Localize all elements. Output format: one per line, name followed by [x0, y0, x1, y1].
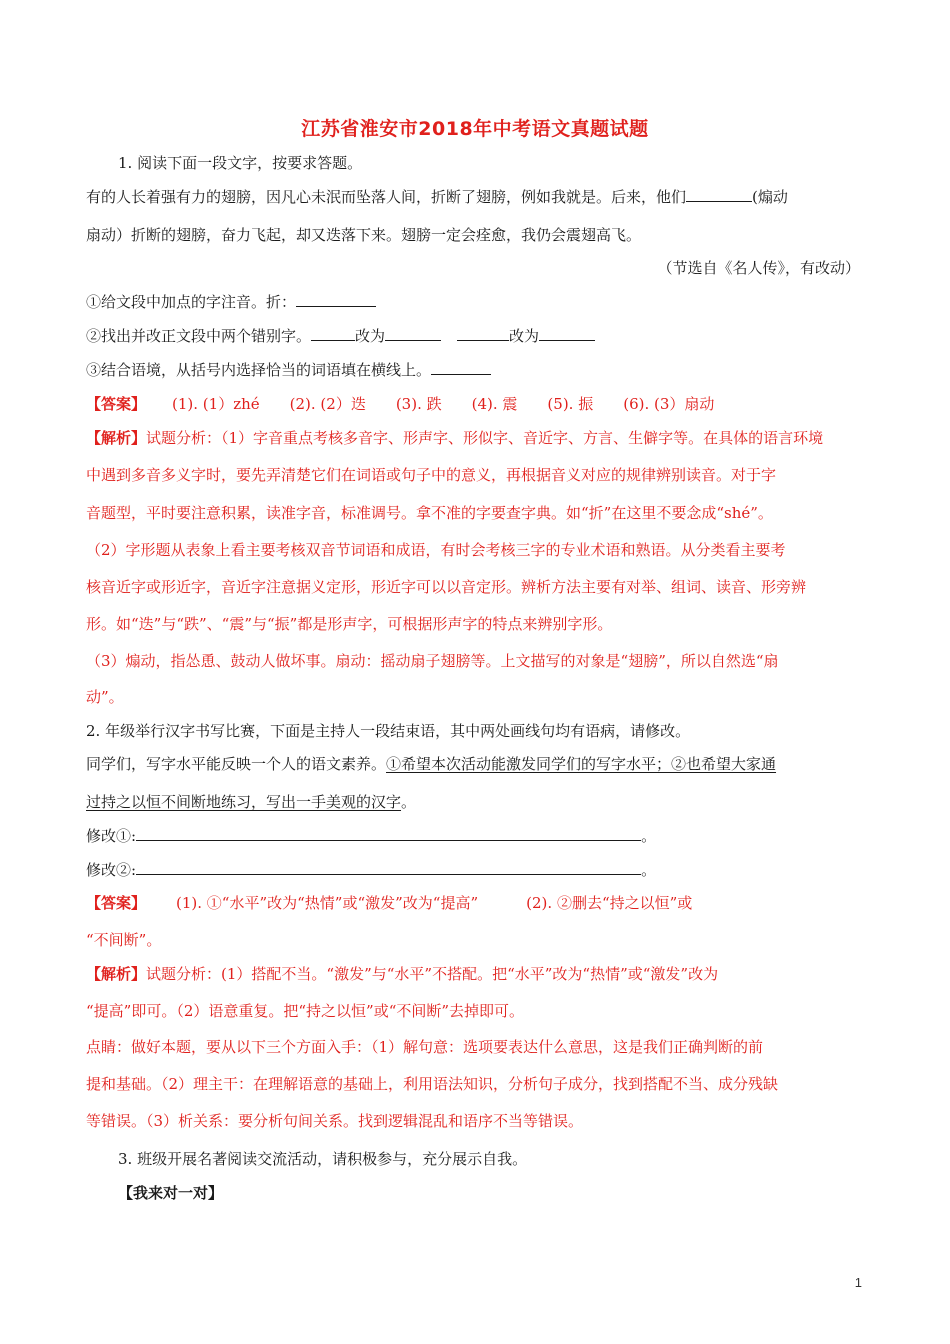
question-2-tips-line-1: 点睛：做好本题，要从以下三个方面入手：（1）解句意：选项要表达什么意思，这是我们正确判断的前 [86, 1038, 764, 1056]
question-1-task-1 [86, 292, 866, 312]
question-2-fix-2 [86, 860, 866, 880]
task-text: 改为 [355, 327, 386, 345]
answer-item: (6). (3）扇动 [623, 395, 715, 413]
underlined-sentence: ①希望本次活动能激发同学们的写字水平；②也希望大家通 [386, 755, 777, 773]
answer-blank [539, 326, 595, 341]
end-mark: 。 [641, 827, 657, 845]
task-text: ②找出并改正文段中两个错别字。 [86, 327, 312, 345]
answer-blank [136, 860, 641, 875]
section-heading: 【我来对一对】 [118, 1184, 224, 1202]
question-2-analysis-line-1 [86, 964, 866, 984]
question-1-analysis-line-1 [86, 428, 866, 448]
question-1-task-3 [86, 360, 866, 380]
passage-source: （节选自《名人传》，有改动） [657, 259, 860, 277]
question-2-answer-continued: “不间断”。 [86, 931, 162, 949]
answer-item: (3). 跌 [395, 395, 442, 413]
question-2-passage-line-2 [86, 792, 866, 812]
question-1-analysis-line-4: （2）字形题从表象上看主要考核双音节词语和成语，有时会考核三字的专业术语和熟语。从分类看主要考 [86, 541, 786, 559]
answer-label: 【答案】 [86, 395, 147, 413]
question-2-tips-line-2: 提和基础。（2）理主干：在理解语意的基础上，利用语法知识，分析句子成分，找到搭配不当、成分残缺 [86, 1075, 779, 1093]
question-1-analysis-line-8: 动”。 [86, 688, 124, 706]
question-1-answer [86, 394, 866, 414]
answer-item: (5). 振 [547, 395, 594, 413]
question-2-prompt: 2. 年级举行汉字书写比赛，下面是主持人一段结束语，其中两处画线句均有语病，请修改。 [86, 722, 691, 740]
answer-blank [296, 292, 376, 307]
question-1-analysis-line-5: 核音近字或形近字，音近字注意据义定形，形近字可以以音定形。辨析方法主要有对举、组词、读音、形旁辨 [86, 578, 807, 596]
answer-item: (1). ①“水平”改为“热情”或“激发”改为“提高” [176, 894, 479, 912]
answer-item: (4). 震 [471, 395, 518, 413]
analysis-label: 【解析】 [86, 429, 147, 447]
question-1-analysis-line-6: 形。如“迭”与“跌”、“震”与“振”都是形声字，可根据形声字的特点来辨别字形。 [86, 615, 613, 633]
analysis-text: 试题分析：(1）搭配不当。“激发”与“水平”不搭配。把“水平”改为“热情”或“激发”改为 [146, 965, 719, 983]
question-1-task-2 [86, 326, 866, 346]
answer-blank [136, 826, 641, 841]
passage-text: 。 [401, 793, 417, 811]
answer-item: (2). (2）迭 [289, 395, 366, 413]
question-2-tips-line-3: 等错误。（3）析关系：要分析句间关系。找到逻辑混乱和语序不当等错误。 [86, 1112, 584, 1130]
fix-label: 修改②: [86, 861, 137, 879]
passage-text: 有的人长着强有力的翅膀，因凡心未泯而坠落人间，折断了翅膀，例如我就是。后来，他们 [86, 188, 687, 206]
task-text: ③结合语境，从括号内选择恰当的词语填在横线上。 [86, 361, 432, 379]
passage-text: 同学们，写字水平能反映一个人的语文素养。 [86, 755, 387, 773]
page-number: 1 [854, 1275, 862, 1290]
answer-blank [686, 187, 752, 202]
task-text: 改为 [509, 327, 540, 345]
question-2-analysis-line-2: “提高”即可。（2）语意重复。把“持之以恒”或“不间断”去掉即可。 [86, 1002, 525, 1020]
answer-label: 【答案】 [86, 894, 147, 912]
question-1-analysis-line-3: 音题型，平时要注意积累，读准字音，标准调号。拿不准的字要查字典。如“折”在这里不要念成“shé”。 [86, 504, 773, 522]
answer-item: (2). ②删去“持之以恒”或 [526, 894, 693, 912]
answer-blank [385, 326, 441, 341]
end-mark: 。 [641, 861, 657, 879]
question-2-fix-1 [86, 826, 866, 846]
question-1-analysis-line-7: （3）煽动，指怂恿、鼓动人做坏事。扇动：摇动扇子翅膀等。上文描写的对象是“翅膀”，所以自然选“扇 [86, 652, 779, 670]
page-title: 江苏省淮安市2018年中考语文真题试题 [301, 118, 649, 140]
question-1-analysis-line-2: 中遇到多音多义字时，要先弄清楚它们在词语或句子中的意义，再根据音义对应的规律辨别读音。对于字 [86, 466, 777, 484]
question-2-answer [86, 893, 866, 913]
analysis-label: 【解析】 [86, 965, 147, 983]
question-1-passage-line-2: 扇动）折断的翅膀，奋力飞起，却又迭落下来。翅膀一定会痊愈，我仍会震翅高飞。 [86, 226, 642, 244]
fix-label: 修改①: [86, 827, 137, 845]
underlined-sentence: 过持之以恒不间断地练习，写出一手美观的汉字 [86, 793, 402, 811]
question-1-passage-line-1 [86, 187, 866, 207]
answer-blank [457, 326, 509, 341]
passage-text: (煽动 [752, 188, 788, 206]
question-3-prompt: 3. 班级开展名著阅读交流活动，请积极参与，充分展示自我。 [118, 1150, 528, 1168]
task-text: ①给文段中加点的字注音。折： [86, 293, 297, 311]
question-1-prompt: 1. 阅读下面一段文字，按要求答题。 [118, 154, 363, 172]
question-2-passage-line-1 [86, 754, 866, 774]
answer-blank [311, 326, 355, 341]
answer-blank [431, 360, 491, 375]
answer-item: (1). (1）zhé [172, 395, 260, 413]
analysis-text: 试题分析：（1）字音重点考核多音字、形声字、形似字、音近字、方言、生僻字等。在具体的语言环境 [146, 429, 824, 447]
